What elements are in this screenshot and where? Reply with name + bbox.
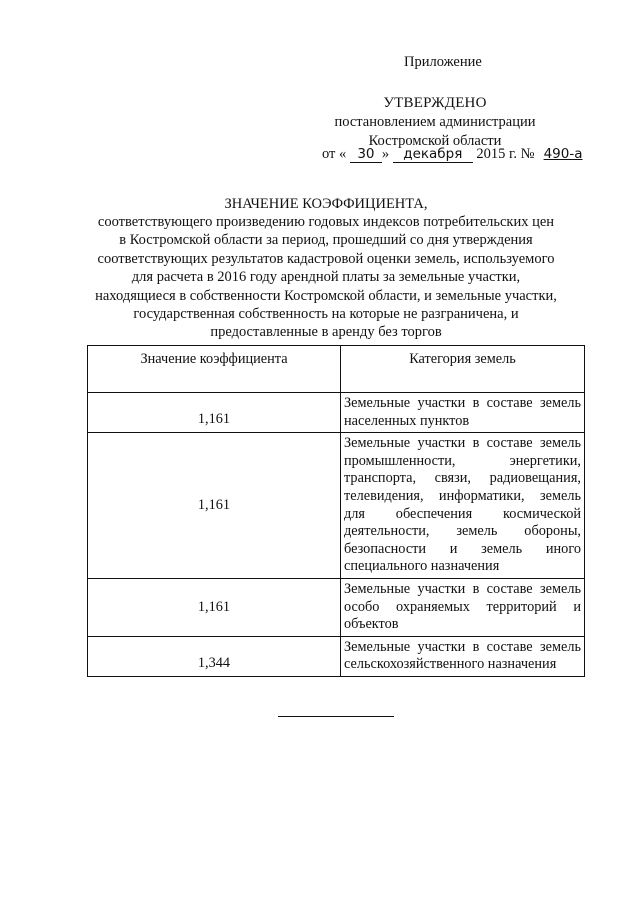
heading-body [90,213,562,342]
heading-line: предоставленные в аренду без торгов [210,324,442,341]
land-category: Земельные участки в составе земель сельскохозяйственного назначения [341,636,585,676]
document-heading [90,195,562,342]
table-row [88,636,585,676]
approved-by-line-2: Костромской области [368,133,502,149]
approved-by-line-1: постановлением администрации [334,114,536,130]
approval-date-line [322,146,588,163]
date-day: 30 [350,147,382,163]
land-category: Земельные участки в составе земель промышленности, энергетики, транспорта, связи, радиовещания, телевидения, информатики, земель для обеспечения космической деятельности, земель обороны, безопасности и земель иного специального назначения [341,433,585,579]
heading-line: соответствующего произведению годовых индексов потребительских цен [97,214,555,230]
date-month: декабря [393,147,473,163]
approved-title: УТВЕРЖДЕНО [383,95,487,111]
approval-block [290,94,580,151]
heading-line: в Костромской области за период, прошедший со дня утверждения [119,232,533,249]
closing-rule [278,716,394,717]
number-sign: № [520,146,535,162]
column-header-coefficient: Значение коэффициента [88,346,341,393]
appendix-label: Приложение [404,54,482,70]
table-row [88,578,585,636]
coefficient-value: 1,161 [88,433,341,579]
heading-line: находящиеся в собственности Костромской области, и земельные участки, [95,287,557,304]
date-year: 2015 г. [476,146,517,162]
coefficient-value: 1,344 [88,636,341,676]
date-prefix: от « [322,146,347,162]
column-header-category: Категория земель [341,346,585,393]
table-row [88,393,585,433]
table-header-row [88,346,585,393]
heading-title: ЗНАЧЕНИЕ КОЭФФИЦИЕНТА, [224,196,428,212]
heading-line: государственная собственность на которые не разграничена, и [133,306,519,323]
table-row [88,433,585,579]
coefficient-table [87,345,585,677]
heading-line: соответствующих результатов кадастровой оценки земель, используемого [97,250,555,267]
date-close-quote: » [381,146,390,162]
coefficient-value: 1,161 [88,393,341,433]
land-category: Земельные участки в составе земель населенных пунктов [341,393,585,433]
land-category: Земельные участки в составе земель особо охраняемых территорий и объектов [341,578,585,636]
document-number: 490-а [543,146,583,162]
coefficient-value: 1,161 [88,578,341,636]
heading-line: для расчета в 2016 году арендной платы за земельные участки, [131,269,521,286]
